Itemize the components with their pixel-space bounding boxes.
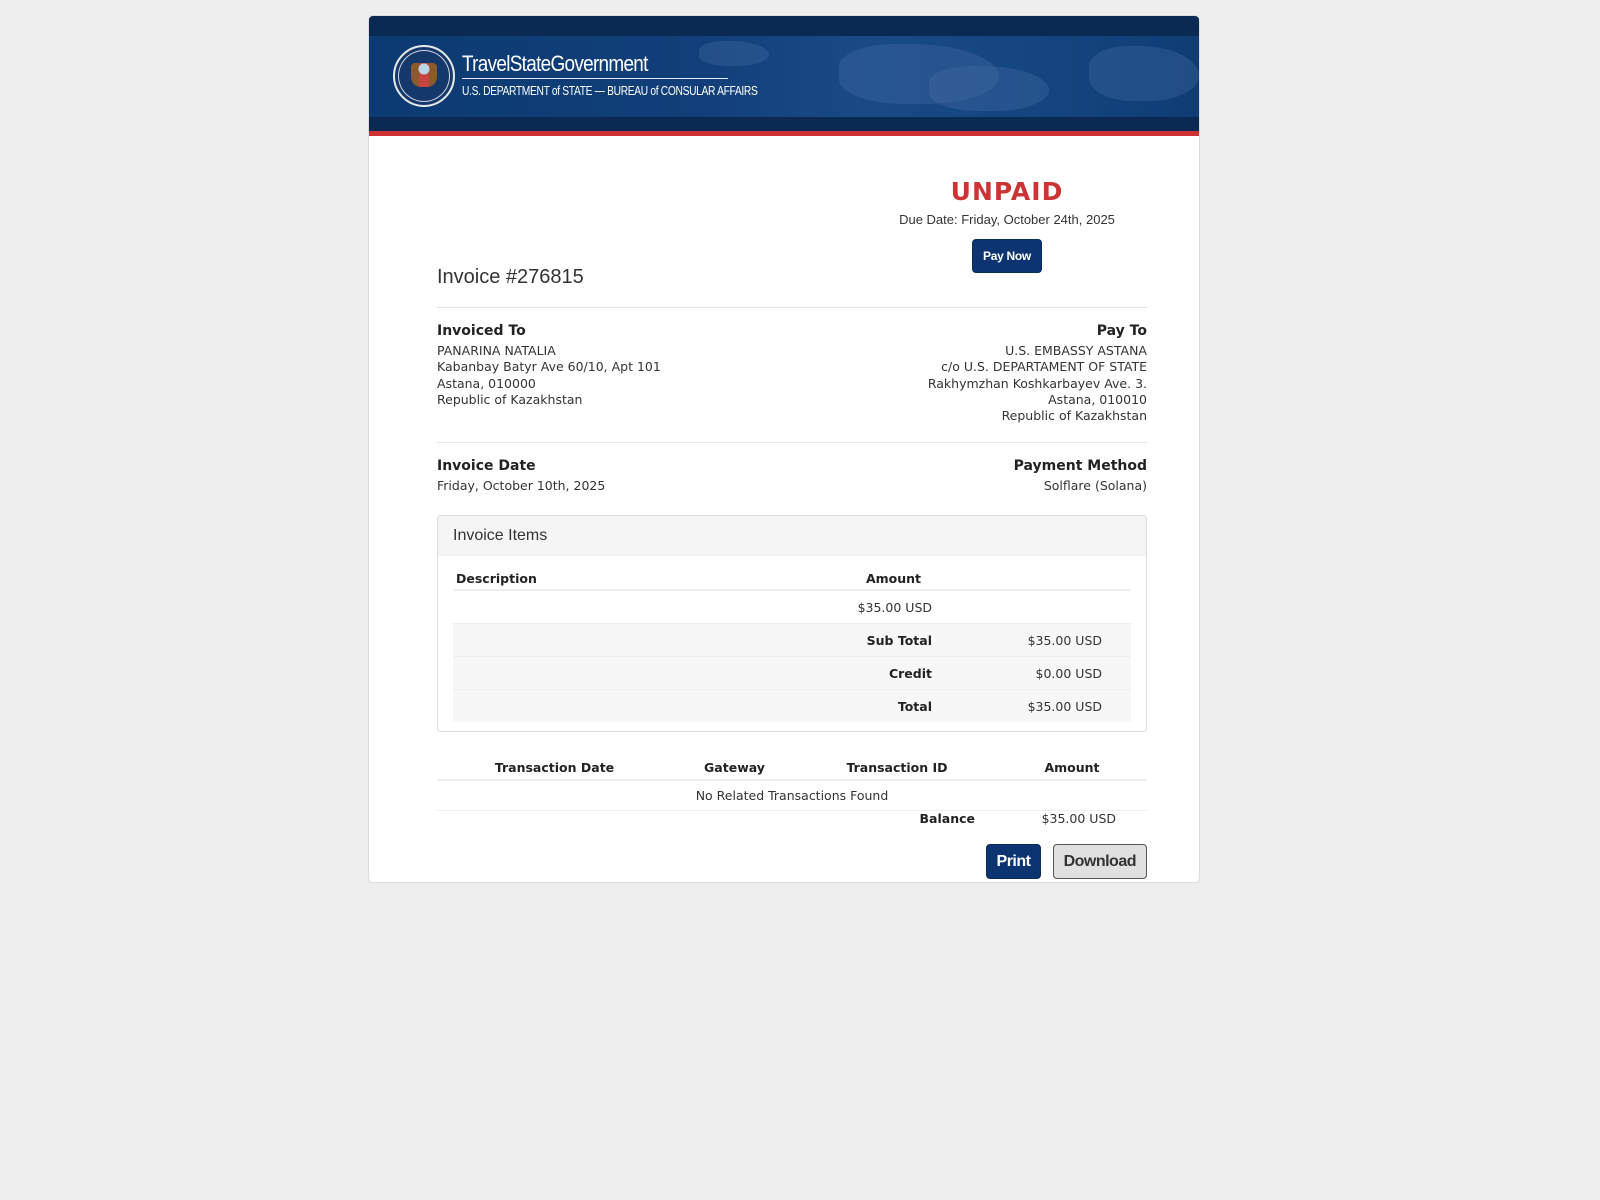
department-of-state-seal-icon xyxy=(393,45,455,107)
panel-title: Invoice Items xyxy=(438,516,1146,556)
summary-value: $0.00 USD xyxy=(961,657,1131,690)
pay-to-line: Rakhymzhan Koshkarbayev Ave. 3. xyxy=(927,375,1147,391)
invoice-items-table xyxy=(453,568,1131,722)
invoiced-to-line: Astana, 010000 xyxy=(437,375,536,391)
column-header-transaction-id: Transaction ID xyxy=(797,756,997,780)
item-description xyxy=(453,590,749,624)
pay-to-heading: Pay To xyxy=(1096,323,1147,339)
column-header-amount: Amount xyxy=(749,568,961,590)
summary-row xyxy=(453,624,1131,657)
header-banner xyxy=(369,16,1199,136)
column-header-gateway: Gateway xyxy=(672,756,797,780)
transactions-table xyxy=(437,756,1147,813)
payment-method-value: Solflare (Solana) xyxy=(1043,478,1147,494)
summary-row xyxy=(453,657,1131,690)
brand-title[interactable]: TravelStateGovernment xyxy=(462,51,648,76)
table-row xyxy=(453,590,1131,624)
invoice-date-heading: Invoice Date xyxy=(437,458,536,474)
column-header-amount: Amount xyxy=(997,756,1147,780)
brand-divider xyxy=(462,78,728,79)
pay-to-line: c/o U.S. DEPARTAMENT OF STATE xyxy=(941,359,1147,375)
action-buttons xyxy=(980,844,1147,879)
invoiced-to-heading: Invoiced To xyxy=(437,323,526,339)
red-stripe xyxy=(369,131,1199,136)
invoice-card xyxy=(368,15,1200,883)
divider xyxy=(437,442,1147,443)
column-header-description: Description xyxy=(453,568,749,590)
invoiced-to-line: PANARINA NATALIA xyxy=(437,343,556,359)
invoice-date xyxy=(437,458,605,494)
download-button[interactable]: Download xyxy=(1053,844,1147,879)
invoice-title: Invoice #276815 xyxy=(437,266,584,288)
pay-to-line: U.S. EMBASSY ASTANA xyxy=(1005,343,1147,359)
invoiced-to-line: Republic of Kazakhstan xyxy=(437,391,583,407)
balance-row xyxy=(437,811,1147,829)
status-block xyxy=(897,156,1117,273)
invoiced-to xyxy=(437,323,661,408)
summary-value: $35.00 USD xyxy=(961,690,1131,723)
summary-label: Credit xyxy=(749,657,961,690)
pay-to xyxy=(928,323,1147,424)
summary-value: $35.00 USD xyxy=(961,624,1131,657)
summary-label: Sub Total xyxy=(749,624,961,657)
empty-message: No Related Transactions Found xyxy=(437,780,1147,811)
item-amount: $35.00 USD xyxy=(749,590,961,624)
column-header-transaction-date: Transaction Date xyxy=(437,756,672,780)
divider xyxy=(437,307,1147,308)
pay-now-button[interactable]: Pay Now xyxy=(972,239,1042,273)
payment-method-heading: Payment Method xyxy=(1013,458,1147,474)
status-badge: UNPAID xyxy=(950,177,1064,206)
brand-subtitle: U.S. DEPARTMENT of STATE — BUREAU of CONSULAR AFFAIRS xyxy=(462,84,758,98)
invoice-items-panel xyxy=(437,515,1147,732)
print-button[interactable]: Print xyxy=(986,844,1042,879)
pay-to-line: Astana, 010010 xyxy=(1048,391,1147,407)
empty-row xyxy=(437,780,1147,811)
balance-value: $35.00 USD xyxy=(1041,811,1116,826)
balance-label: Balance xyxy=(919,811,975,826)
invoice-date-value: Friday, October 10th, 2025 xyxy=(437,478,606,494)
summary-row xyxy=(453,690,1131,723)
due-date: Due Date: Friday, October 24th, 2025 xyxy=(899,212,1115,227)
payment-method xyxy=(1014,458,1147,494)
invoiced-to-line: Kabanbay Batyr Ave 60/10, Apt 101 xyxy=(437,359,661,375)
pay-to-line: Republic of Kazakhstan xyxy=(1001,408,1147,424)
summary-label: Total xyxy=(749,690,961,723)
